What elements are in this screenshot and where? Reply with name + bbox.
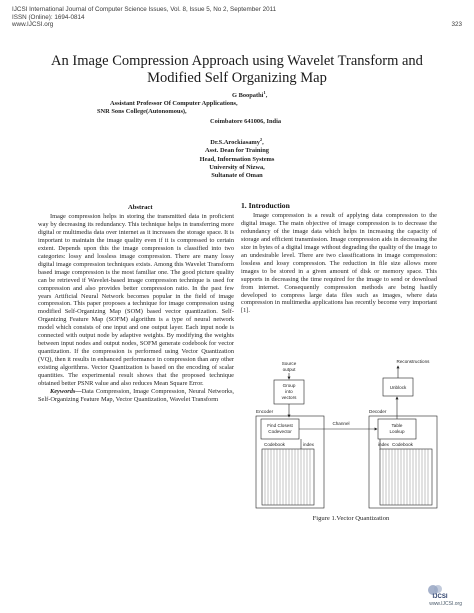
label-codebook-enc: Codebook [264, 442, 285, 447]
label-channel: Channel [332, 421, 350, 426]
footer-url[interactable]: www.IJCSI.org [429, 601, 462, 607]
keywords-label: Keywords— [50, 387, 82, 395]
vector-quantization-figure [253, 357, 449, 512]
decoder-codebook-grid [380, 449, 432, 505]
label-group: Group [282, 383, 296, 388]
label-encoder: Encoder [256, 409, 274, 414]
keywords [38, 388, 234, 404]
abstract-text [38, 213, 234, 404]
label-table: Table [391, 423, 403, 428]
introduction-text [241, 212, 437, 315]
label-find1: Find Closest [267, 423, 293, 428]
label-index-enc: index [303, 442, 314, 447]
author2-country: Sultanate of Oman [211, 172, 263, 180]
author2-name: Dr.S.Arockiasamy$^2$, [210, 136, 264, 146]
keywords-list: Data Compression, Image Compression, Neural Networks, Self-Organizing Feature Map, Vector Quantization, Wavelet Transform [38, 387, 234, 403]
author1-position: Assistant Professor Of Computer Applications, [110, 100, 238, 107]
author1-name: G Boopathi$^1$, [232, 89, 268, 99]
introduction-heading: 1. Introduction [241, 201, 290, 210]
label-codebook-dec: Codebook [392, 442, 413, 447]
label-into: into [285, 389, 293, 394]
label-index-dec: index [378, 442, 389, 447]
page-number: 323 [451, 21, 462, 28]
author1-college: SNR Sons College(Autonomous), [97, 108, 187, 115]
encoder-codebook-grid [262, 449, 314, 505]
journal-name: IJCSI International Journal of Computer Science Issues, Vol. 8, Issue 5, No 2, September 2011 [12, 6, 277, 13]
label-decoder: Decoder [369, 409, 387, 414]
title-line-1: An Image Compression Approach using Wavelet Transform and [51, 53, 423, 69]
label-reconstructions: Reconstructions [396, 359, 430, 364]
label-lookup: Lookup [389, 429, 405, 434]
abstract-heading: Abstract [128, 204, 153, 211]
journal-url[interactable]: www.IJCSI.org [12, 21, 54, 29]
journal-header [12, 6, 462, 29]
label-unblock: Unblock [389, 385, 407, 390]
figure-caption: Figure 1.Vector Quantization [312, 515, 390, 522]
svg-text:IJCSI: IJCSI [432, 594, 448, 600]
journal-issn: ISSN (Online): 1694-0814 [12, 13, 85, 21]
author2-block [150, 136, 324, 180]
author2-position: Asst. Dean for Training [205, 147, 269, 155]
author2-university: University of Nizwa, [209, 163, 265, 171]
introduction-body: Image compression is a result of applying data compression to the digital image. The main objective of image compression is to decrease the redundancy of the image data which helps in increasing the capacity of storage and efficient transmission. Image compression aids in decreasing the size in bytes of a digital image without degrading the quality of the image to an undesirable level. There are two classifications in image compression: lossless and lossy compression. The reduction in file size allows more images to be stored in a given amount of disk or memory space. This supports in decreasing the time required for the image to send or download from internet. Consequently compression methods are being hastily developed to compress large data files such as images, where data compression in multimedia applications has recently become very important [1]. [241, 212, 437, 315]
title-line-2: Modified Self Organizing Map [147, 70, 327, 86]
paper-title [30, 53, 444, 87]
label-vectors: vectors [281, 395, 297, 400]
author1-city: Coimbatore 641006, India [210, 118, 282, 125]
author2-dept: Head, Information Systems [199, 155, 275, 163]
label-source: Source [281, 361, 297, 366]
abstract-body: Image compression helps in storing the transmitted data in proficient way by decreasing its redundancy. This technique helps in transferring more digital or multimedia data over internet as it increases the storage space. It is important to maintain the image quality even if it is compressed to certain extent. Depends upon this the image compression is classified into two categories: lossy and lossless image compression. There are many lossy digital image compression techniques exists. Among this Wavelet Transform based image compression is the most familiar one. The good picture quality can be retrieved if Wavelet-based image compression technique is used for compression and also provides better compression ratio. In the past few years Artificial Neural Network becomes popular in the field of image compression. This paper proposes a technique for image compression using modified Self-Organizing Map (SOM) based vector quantization. Self-Organizing Feature Map (SOFM) algorithm is a type of neural network model which consists of one input and one output layer. Each input node is connected with output node by adaptive weights. By modifying the weights between input nodes and output nodes, SOFM generate codebook for vector quantization. If the compression is performed using Vector Quantization (VQ), then it results in enhanced performance in compression than any other existing algorithms. Vector Quantization is based on the encoding of scalar quantities. The experimental result shows that the proposed technique obtained better PSNR value and also reduces Mean Square Error. [38, 213, 234, 388]
ijcsi-logo [426, 583, 454, 601]
label-output: output [282, 367, 296, 372]
label-find2: Codevector [268, 429, 292, 434]
